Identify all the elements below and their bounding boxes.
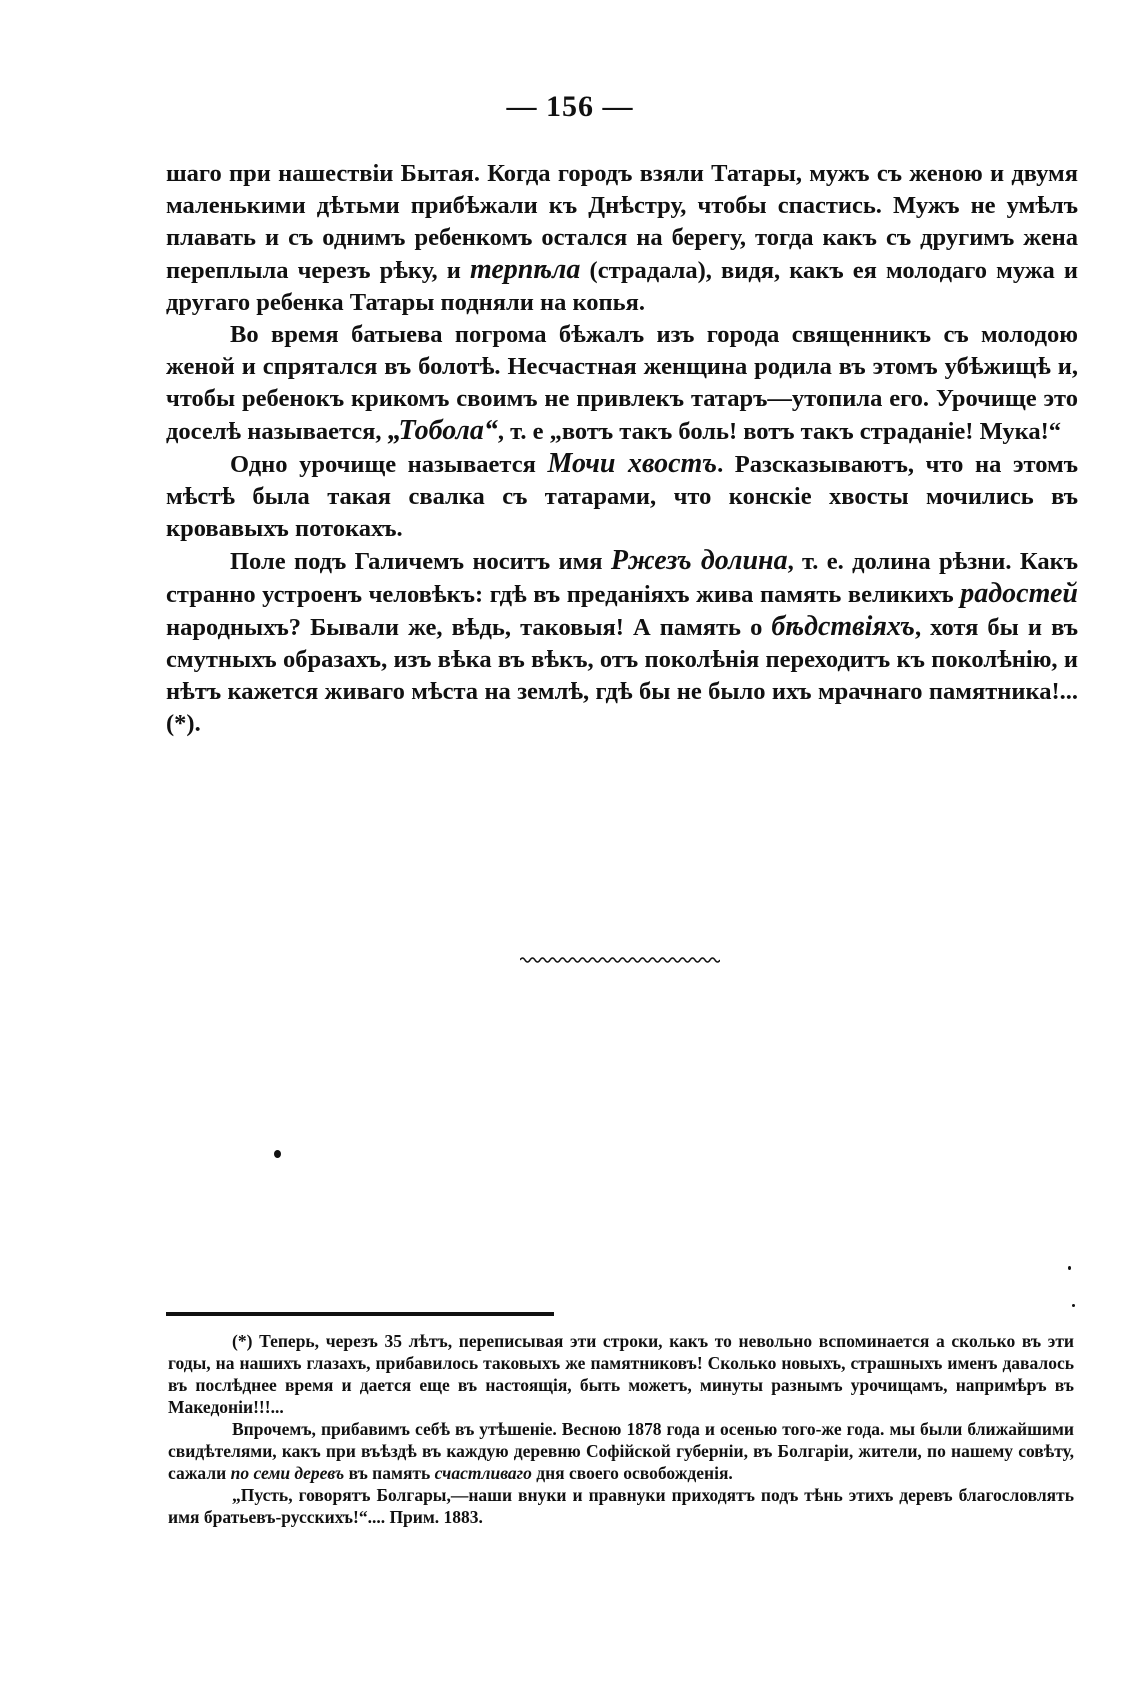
page-number: — 156 —	[506, 90, 634, 123]
text-run: Впрочемъ, прибавимъ себѣ въ утѣшеніе. Весною 1878 года и осенью того-же года. мы были ближайшими свидѣтелями, какъ при въѣздѣ въ каждую деревню Софійской губерніи, въ Болгаріи, жители, по нашему совѣту, сажали	[168, 1419, 1074, 1483]
italic-term: терпѣла	[469, 254, 581, 285]
footnote-paragraph	[168, 1484, 1074, 1528]
ink-speck	[274, 1150, 281, 1158]
italic-term: бѣдствіяхъ	[771, 611, 915, 642]
footnote-rule	[166, 1312, 554, 1316]
footnotes	[168, 1330, 1074, 1528]
footnote-paragraph	[168, 1418, 1074, 1484]
body-paragraph	[166, 448, 1078, 545]
body-paragraph	[166, 545, 1078, 740]
text-run: дня своего освобожденія.	[531, 1463, 733, 1483]
text-run: , т. е „вотъ такъ боль! вотъ такъ страданіе! Мука!“	[497, 418, 1062, 445]
ink-speck	[1072, 1304, 1075, 1307]
italic-term: Мочи хвостъ	[547, 448, 718, 479]
text-run: (страдала), видя, какъ ея молодаго мужа и другаго ребенка Татары подняли на копья.	[166, 257, 1078, 316]
text-run: шаго при нашествіи Бытая. Когда городъ взяли Татары, мужъ съ женою и двумя маленькими дѣтьми прибѣжали къ Днѣстру, чтобы спастись. Мужъ не умѣлъ плавать и съ однимъ ребенкомъ остался на берегу, тогда какъ съ другимъ жена переплыла черезъ рѣку, и	[166, 160, 1078, 284]
body-paragraph	[166, 158, 1078, 319]
text-run: „Пусть, говорятъ Болгары,—наши внуки и правнуки приходятъ подъ тѣнь этихъ деревъ благословлять имя братьевъ-русскихъ!“.... Прим. 1883.	[168, 1485, 1074, 1527]
text-run: Одно урочище называется	[230, 451, 548, 478]
text-run: народныхъ? Бывали же, вѣдь, таковыя! А память о	[166, 614, 772, 641]
italic-term: Ржезъ долина	[610, 545, 788, 576]
italic-term: по семи деревъ	[230, 1463, 345, 1483]
text-run: (*) Теперь, черезъ 35 лѣтъ, переписывая эти строки, какъ то невольно вспоминается а сколько въ эти годы, на нашихъ глазахъ, прибавилось таковыхъ же памятниковъ! Сколько новыхъ, страшныхъ именъ давалось въ послѣднее время и дается еще въ настоящія, быть можетъ, минуты разнымъ урочищамъ, напримѣръ въ Македоніи!!!...	[168, 1331, 1074, 1417]
text-run: Во время батыева погрома бѣжалъ изъ города священникъ съ молодою женой и спрятался въ болотѣ. Несчастная женщина родила въ этомъ убѣжищѣ и, чтобы ребенокъ крикомъ своимъ не привлекъ татаръ—утопила его. Урочище это доселѣ называется,	[166, 321, 1078, 445]
section-divider	[520, 954, 720, 966]
text-run: Поле подъ Галичемъ носитъ имя	[230, 548, 611, 575]
body-paragraph	[166, 319, 1078, 448]
italic-term: счастливаго	[434, 1463, 532, 1483]
italic-term: „Тобола“	[387, 415, 498, 446]
text-run: . Разсказываютъ, что на этомъ мѣстѣ была такая свалка съ татарами, что конскіе хвосты мочились въ кровавыхъ потокахъ.	[166, 451, 1078, 542]
italic-term: радостей	[960, 578, 1078, 609]
text-run: , хотя бы и въ смутныхъ образахъ, изъ вѣка въ вѣкъ, отъ поколѣнія переходитъ къ поколѣнію, и нѣтъ кажется живаго мѣста на землѣ, гдѣ бы не было ихъ мрачнаго памятника!... (*).	[166, 614, 1078, 737]
footnote-paragraph	[168, 1330, 1074, 1418]
text-run: въ память	[344, 1463, 435, 1483]
text-run: , т. е. долина рѣзни. Какъ странно устроенъ человѣкъ: гдѣ въ преданіяхъ жива память великихъ	[166, 548, 1078, 608]
ink-speck	[1068, 1266, 1071, 1270]
main-text	[166, 158, 1078, 740]
